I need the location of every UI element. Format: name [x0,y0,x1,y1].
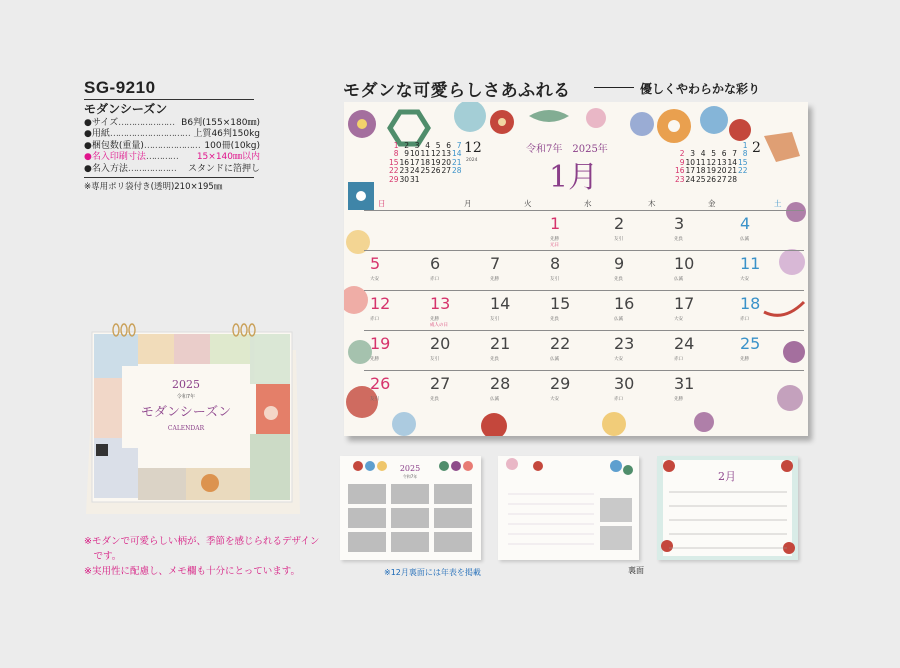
weekday-label: 木 [648,199,656,208]
mini-day: 18 [695,166,706,176]
calendar-day-cell [608,251,668,291]
mini-day: 16 [674,166,685,176]
calendar-day-cell [424,211,484,251]
spec-row [84,118,260,129]
weekday-header [364,198,804,208]
rokuyo-label: 友引 [614,237,623,242]
mini-day: 26 [430,166,441,176]
day-number: 12 [370,294,391,313]
mini-day: 20 [716,166,727,176]
calendar-day-cell [484,211,544,251]
product-name: モダンシーズン [84,102,168,116]
mini-day: 22 [737,166,748,176]
weekday-label: 金 [708,199,716,208]
mini-day: 12 [706,157,716,167]
spec-value: 15×140㎜以内 [196,152,260,163]
mini-day: 8 [742,149,748,159]
mini-calendar-prev [388,140,482,184]
mini-day: 10 [409,149,420,159]
day-number: 22 [550,334,571,353]
rokuyo-label: 友引 [550,277,559,282]
spec-leader: ………………………… [109,129,190,140]
mini-day: 20 [441,157,451,167]
mini-day [737,176,748,184]
mini-day: 28 [727,174,737,184]
feature-notes [84,534,319,579]
rokuyo-label: 先負 [614,277,623,282]
mini-day: 3 [414,141,420,150]
spec-leader: ………………… [118,118,175,128]
rokuyo-label: 大安 [614,357,623,362]
calendar-day-cell [364,211,424,251]
calendar-day-cell [544,251,604,291]
rokuyo-label: 先負 [430,397,439,402]
day-number: 10 [674,254,695,273]
mini-day: 23 [674,174,685,184]
mini-day: 10 [685,157,695,167]
cover-era: 令和7年 [176,394,196,400]
weekday-label: 水 [584,199,592,208]
calendar-era: 令和7年 2025年 [526,144,608,155]
rokuyo-label: 赤口 [370,317,379,322]
mini-day: 13 [441,149,451,159]
spec-key: ●名入印刷寸法 [84,152,146,163]
day-number: 18 [740,294,761,313]
day-number: 29 [550,374,571,393]
day-number: 6 [430,254,441,273]
desk-calendar-photo [86,318,306,518]
mini-day: 31 [409,174,420,184]
thumb-era: 令和7年 [402,474,418,479]
caption-back: 裏面 [628,566,644,575]
mini-day: 5 [435,141,441,150]
calendar-day-cell [734,371,794,411]
mini-day: 21 [727,166,737,176]
mini-day: 25 [420,166,430,176]
day-number: 1 [550,214,561,233]
calendar-day-cell [734,211,794,251]
rokuyo-label: 先勝 [550,237,559,242]
calendar-week-row [364,370,804,411]
spec-key: ●サイズ [84,118,119,128]
mini-day: 24 [409,166,420,176]
calendar-day-cell [364,251,424,291]
calendar-week-row [364,210,804,251]
spec-row [84,152,260,163]
rokuyo-label: 赤口 [614,397,623,402]
cover-title: モダンシーズン [140,405,232,420]
mini-day: 11 [695,157,706,167]
calendar-page [344,102,808,436]
calendar-week-row [364,290,804,331]
thumbnail-year-table [340,456,481,560]
spec-leader: ………… [145,152,178,163]
calendar-month: 1月 [549,160,599,195]
mini-day: 15 [737,157,748,167]
mini-day: 19 [706,166,716,176]
rokuyo-label: 大安 [674,317,683,322]
mini-year-label: 2024 [466,158,478,163]
rokuyo-label: 赤口 [740,317,749,322]
day-number: 9 [614,254,625,273]
calendar-day-cell [668,251,728,291]
rokuyo-label: 先負 [490,357,499,362]
spec-key: ●梱包数(重量) [84,140,144,151]
rokuyo-label: 先負 [674,237,683,242]
mini-day: 11 [420,149,430,159]
mini-calendar-next [674,140,761,184]
calendar-day-cell [668,291,728,331]
cover-subtitle: CALENDAR [167,425,205,432]
mini-day: 4 [700,149,706,159]
mini-day: 14 [451,149,462,159]
mini-day: 3 [690,149,695,159]
rokuyo-label: 先勝 [490,277,499,282]
calendar-day-cell [484,371,544,411]
rokuyo-label: 仏滅 [614,317,623,322]
mini-day: 16 [399,157,409,167]
mini-day: 2 [404,141,409,150]
mini-day: 27 [716,174,727,184]
rokuyo-label: 友引 [490,317,499,322]
mini-day: 22 [388,166,399,176]
calendar-day-cell [734,331,794,371]
day-number: 16 [614,294,635,313]
rokuyo-label: 大安 [370,277,379,282]
day-number: 11 [740,254,761,273]
calendar-week-row [364,250,804,291]
thumbnail-february [657,456,798,560]
calendar-day-cell [484,291,544,331]
mini-day: 7 [732,149,737,159]
spec-row [84,129,260,140]
calendar-day-cell [668,331,728,371]
calendar-day-cell [734,291,794,331]
calendar-day-cell [544,371,604,411]
bag-note: ※専用ポリ袋付き(透明)210×195㎜ [84,182,223,192]
day-number: 25 [740,334,761,353]
thumbnail-back [498,456,639,560]
mini-day: 1 [742,141,748,150]
spec-leader: ………………… [143,140,200,151]
dash-line [594,87,634,88]
spec-value: 上質46判150kg [193,129,260,140]
calendar-day-cell [608,211,668,251]
weekday-label: 月 [464,199,472,208]
headline: モダンな可愛らしさあふれる [343,81,571,101]
calendar-day-cell [364,291,424,331]
day-number: 5 [370,254,381,273]
thumb-year: 2025 [399,464,421,473]
calendar-day-cell [668,371,728,411]
rokuyo-label: 先勝 [674,397,683,402]
calendar-day-cell [608,291,668,331]
weekday-label: 土 [774,199,782,208]
mini-month-number: 2 [752,140,761,156]
mini-day: 24 [685,174,695,184]
rokuyo-label: 仏滅 [740,237,749,242]
mini-day: 15 [388,157,399,167]
weekday-label: 火 [524,199,532,208]
day-number: 8 [550,254,561,273]
calendar-day-cell [544,331,604,371]
day-number: 2 [614,214,625,233]
rokuyo-label: 先勝 [370,357,379,362]
feature-note: ※モダンで可愛らしい柄が、季節を感じられるデザイン [84,536,320,547]
mini-day: 26 [706,174,716,184]
calendar-day-cell [544,291,604,331]
mini-day [430,176,441,184]
mini-day [451,176,462,184]
mini-day: 9 [679,157,685,167]
calendar-day-cell [484,331,544,371]
mini-day: 18 [420,157,430,167]
calendar-day-cell [364,371,424,411]
rokuyo-label: 赤口 [674,357,683,362]
rokuyo-label: 大安 [740,277,749,282]
spec-value: 100冊(10kg) [204,140,260,151]
spec-value: スタンドに箔押し [187,163,260,174]
mini-day [441,176,452,184]
mini-day: 6 [721,149,727,159]
rokuyo-label: 仏滅 [674,277,683,282]
subheadline: 優しくやわらかな彩り [640,82,761,96]
day-number: 13 [430,294,451,313]
day-number: 21 [490,334,511,353]
calendar-day-cell [734,251,794,291]
spec-value: B6判(155×180㎜) [181,118,260,128]
mini-month-number: 12 [464,140,482,156]
mini-day: 6 [446,141,451,150]
product-code: SG-9210 [84,78,156,97]
rokuyo-label: 友引 [430,357,439,362]
mini-day: 30 [399,174,409,184]
day-number: 15 [550,294,571,313]
mini-day: 29 [388,174,399,184]
rokuyo-label: 大安 [550,397,559,402]
spec-key: ●用紙 [84,129,110,140]
divider [84,177,254,178]
spec-list [84,118,260,175]
mini-day: 2 [679,149,685,159]
calendar-day-cell [668,211,728,251]
mini-day: 9 [404,149,409,159]
calendar-day-cell [424,371,484,411]
day-number: 19 [370,334,391,353]
day-number: 27 [430,374,451,393]
day-number: 30 [614,374,635,393]
mini-day: 7 [456,141,462,150]
day-number: 26 [370,374,391,393]
caption-year-table: ※12月裏面には年表を掲載 [384,568,481,577]
weekday-label: 日 [378,199,386,208]
day-number: 14 [490,294,511,313]
feature-note: です。 [84,551,122,562]
mini-day: 17 [685,166,695,176]
holiday-label: 元日 [550,243,559,248]
mini-day: 25 [695,174,706,184]
day-number: 4 [740,214,751,233]
calendar-day-cell [364,331,424,371]
rokuyo-label: 先勝 [740,357,749,362]
spec-leader: ……………… [127,163,176,174]
rokuyo-label: 先勝 [430,317,439,322]
mini-day: 19 [430,157,441,167]
spec-key: ●名入方法 [84,163,128,174]
rokuyo-label: 赤口 [430,277,439,282]
calendar-day-cell [608,371,668,411]
mini-day: 1 [393,141,399,150]
day-number: 28 [490,374,511,393]
mini-day: 21 [451,157,462,167]
day-number: 31 [674,374,695,393]
calendar-day-cell [484,251,544,291]
mini-day [420,176,431,184]
cover-year: 2025 [172,378,200,391]
mini-day: 27 [441,166,451,176]
calendar-day-cell [424,331,484,371]
feature-note: ※実用性に配慮し、メモ欄も十分にとっています。 [84,566,301,577]
mini-day: 17 [409,157,420,167]
rokuyo-label: 友引 [370,397,379,402]
day-number: 23 [614,334,635,353]
mini-day: 12 [430,149,441,159]
mini-day: 28 [451,166,462,176]
rokuyo-label: 仏滅 [490,397,499,402]
day-number: 17 [674,294,695,313]
mini-day: 13 [716,157,727,167]
thumb-month: 2月 [718,470,736,483]
day-number: 24 [674,334,695,353]
rokuyo-label: 仏滅 [550,357,559,362]
calendar-day-cell [608,331,668,371]
day-number: 3 [674,214,685,233]
holiday-label: 成人の日 [430,323,448,328]
mini-day: 14 [727,157,737,167]
calendar-week-row [364,330,804,371]
day-number: 20 [430,334,451,353]
mini-day: 23 [399,166,409,176]
mini-day: 5 [711,149,716,159]
rokuyo-label: 先負 [550,317,559,322]
calendar-day-cell [424,291,484,331]
day-number: 7 [490,254,501,273]
calendar-day-cell [424,251,484,291]
spec-row [84,164,260,175]
mini-day: 4 [425,141,430,150]
calendar-day-cell [544,211,604,251]
mini-day: 8 [393,149,399,159]
spec-row [84,141,260,152]
